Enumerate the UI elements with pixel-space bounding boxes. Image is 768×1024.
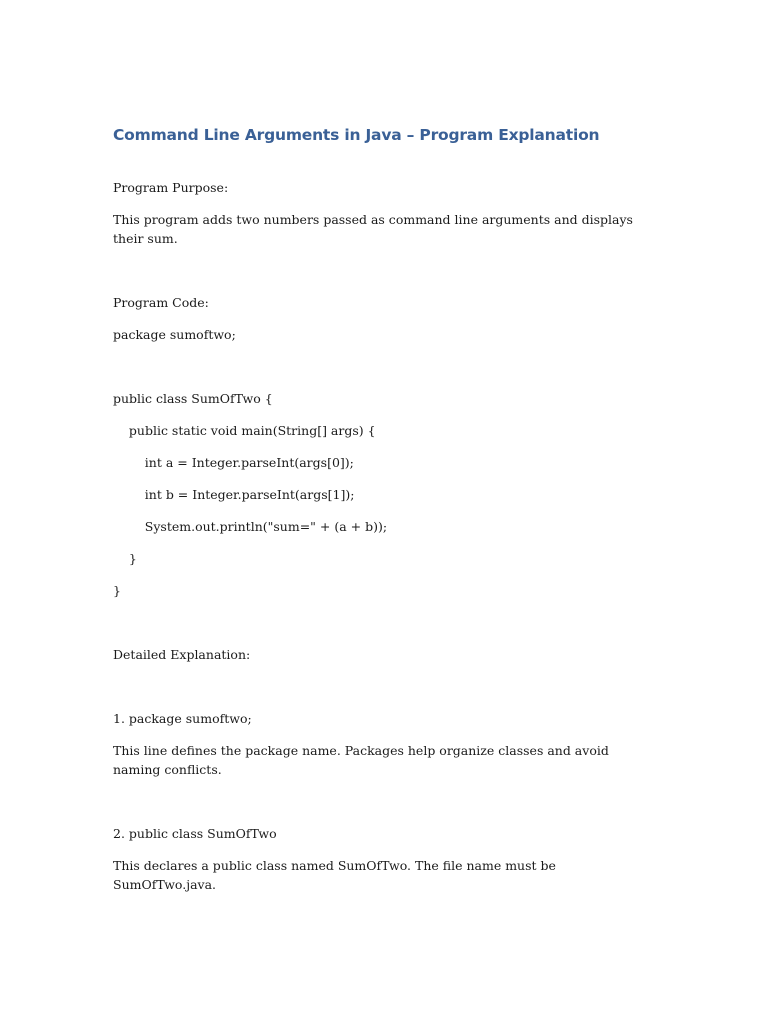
code-line-main: public static void main(String[] args) { [113, 423, 376, 438]
purpose-label: Program Purpose: [113, 180, 229, 195]
code-line-close-class: } [113, 583, 121, 598]
spacer [113, 261, 638, 293]
explanation-item-text: This declares a public class named SumOfTwo. The file name must be SumOfTwo.java. [113, 858, 556, 892]
code-line-class: public class SumOfTwo { [113, 391, 273, 406]
explanation-item-heading: 1. package sumoftwo; [113, 711, 252, 726]
explanation-item-text: This line defines the package name. Packages help organize classes and avoid naming conflicts. [113, 743, 609, 777]
document-content [113, 124, 638, 907]
spacer [113, 613, 638, 645]
code-line-int-b: int b = Integer.parseInt(args[1]); [113, 487, 355, 502]
explanation-item-heading: 2. public class SumOfTwo [113, 826, 277, 841]
spacer [113, 792, 638, 824]
document-title: Command Line Arguments in Java – Program Explanation [113, 126, 600, 144]
spacer [113, 357, 638, 389]
code-line-close-method: } [113, 551, 137, 566]
code-line-int-a: int a = Integer.parseInt(args[0]); [113, 455, 354, 470]
explanation-label: Detailed Explanation: [113, 647, 251, 662]
code-line-println: System.out.println("sum=" + (a + b)); [113, 519, 388, 534]
purpose-text: This program adds two numbers passed as command line arguments and displays their sum. [113, 212, 633, 246]
code-line-package: package sumoftwo; [113, 327, 236, 342]
spacer [113, 677, 638, 709]
code-label: Program Code: [113, 295, 209, 310]
